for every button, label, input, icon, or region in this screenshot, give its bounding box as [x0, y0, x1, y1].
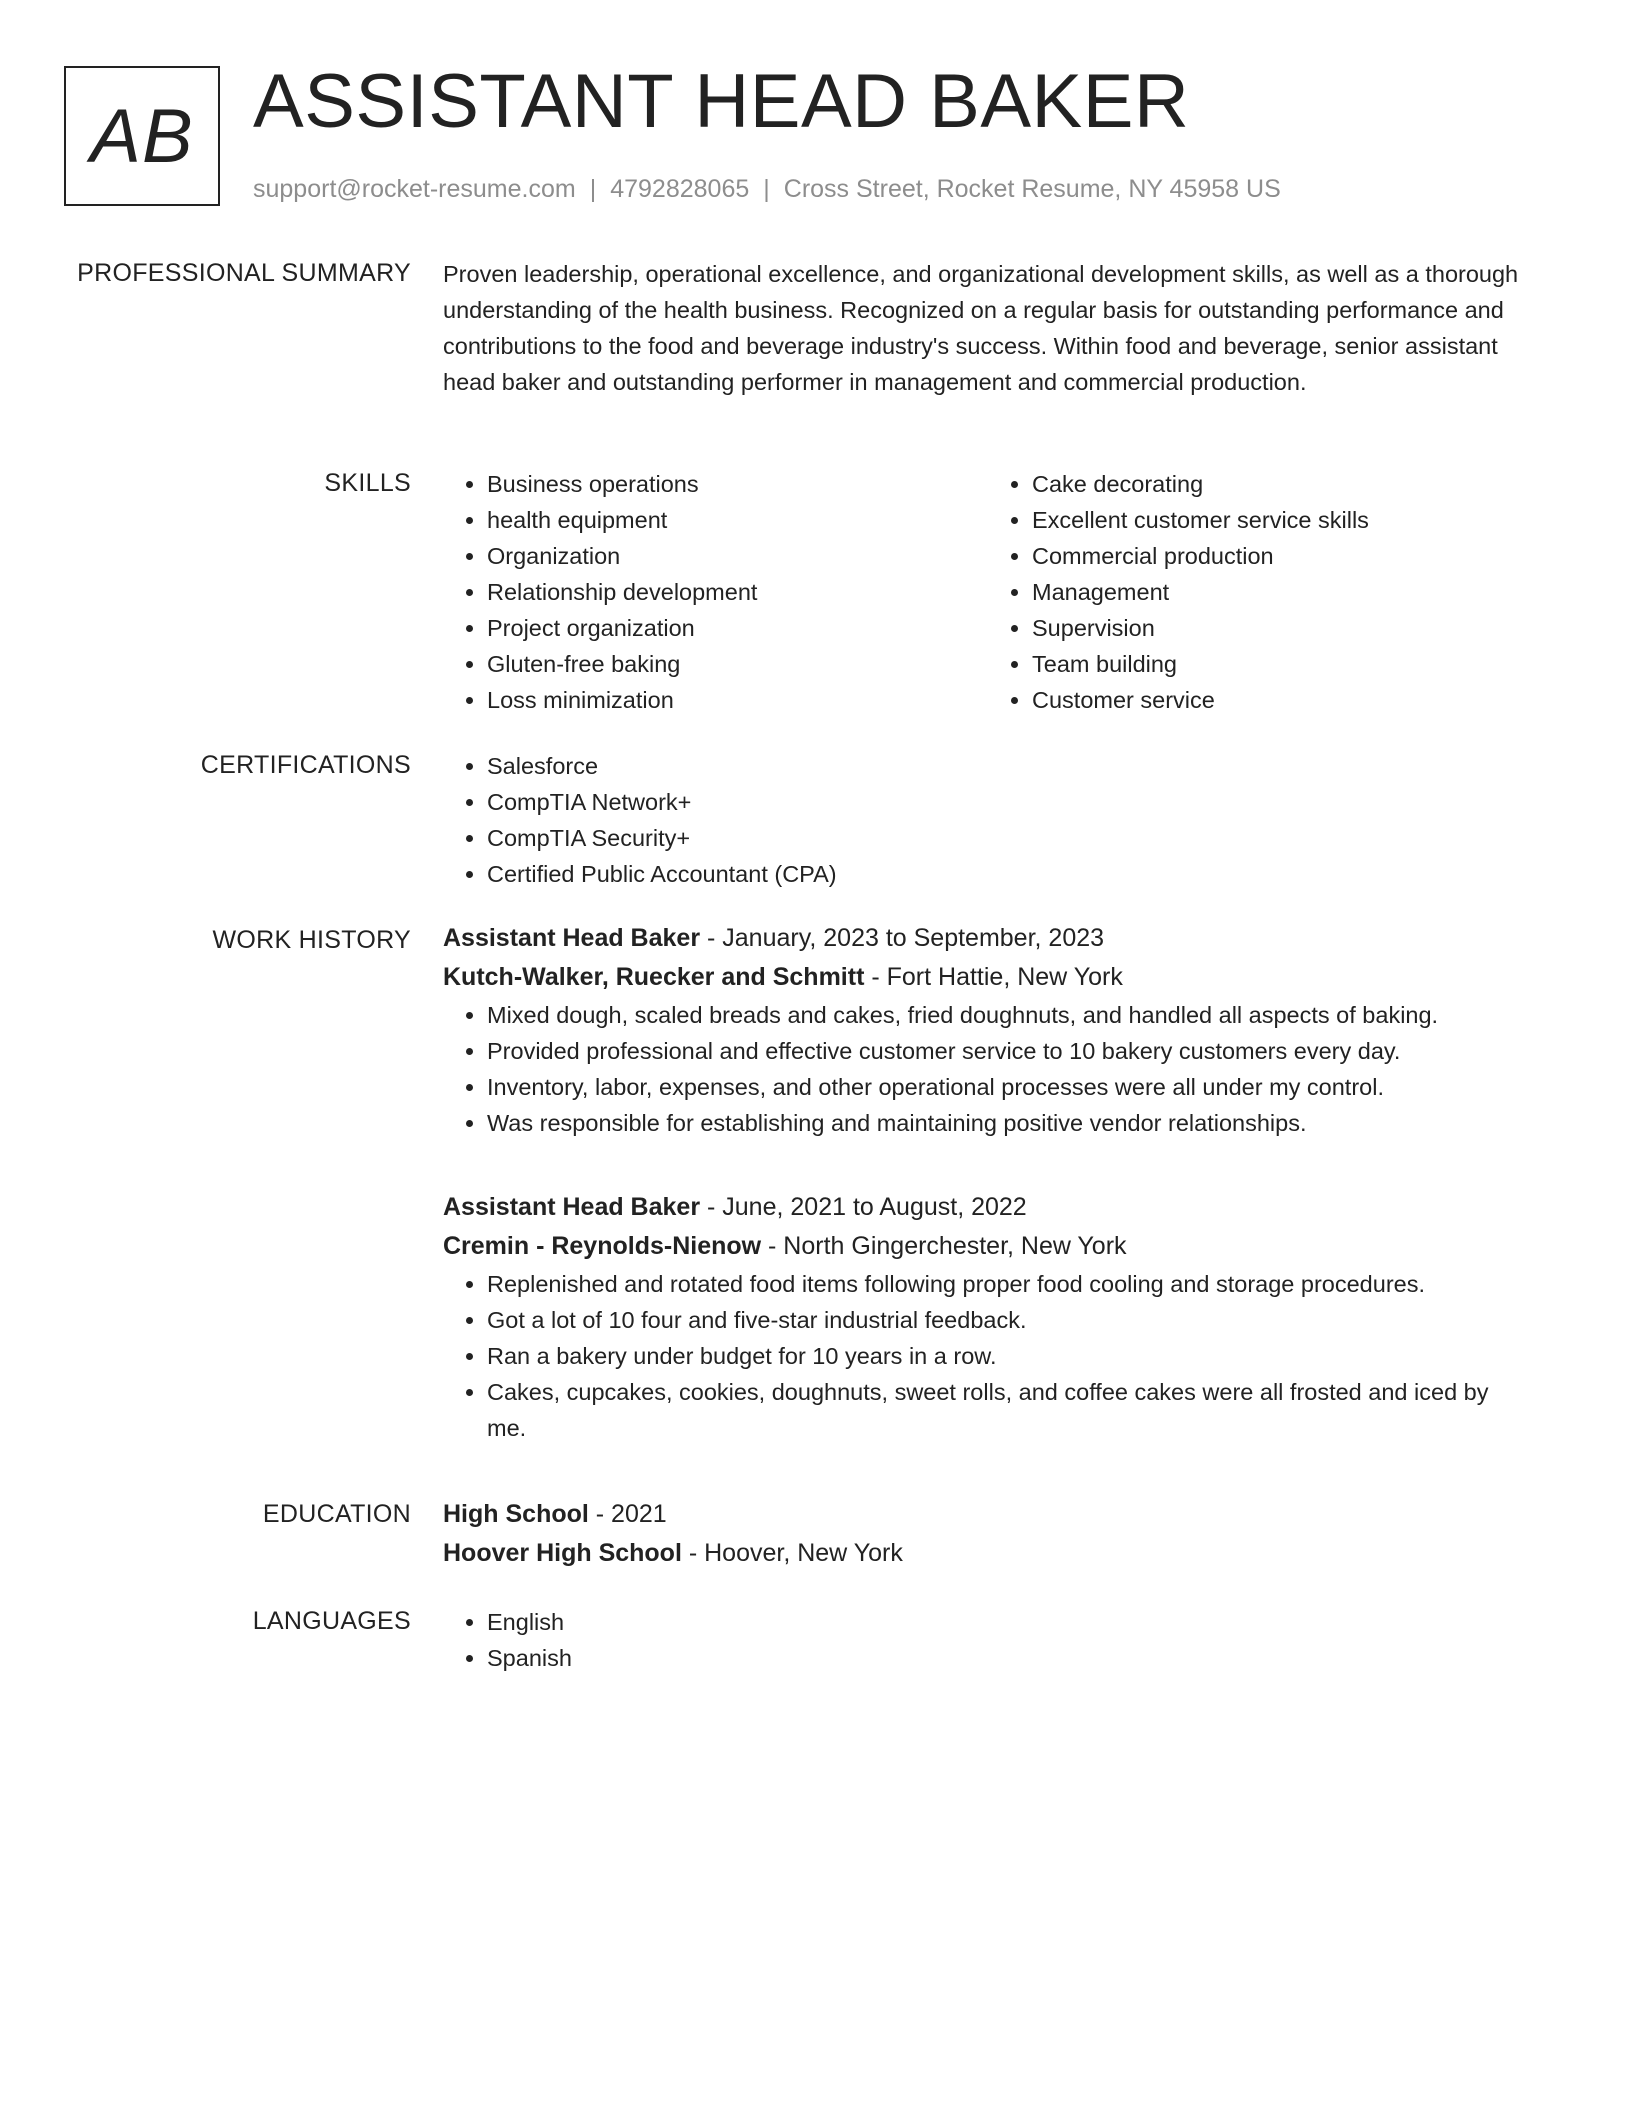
list-item: • Provided professional and effective customer service to 10 bakery customers every day. [487, 1033, 1533, 1069]
section-heading: PROFESSIONAL SUMMARY [77, 259, 411, 287]
list-item: • health equipment [487, 502, 988, 538]
list-item: • Organization [487, 538, 988, 574]
list-item: • Business operations [487, 466, 988, 502]
list-item: • Excellent customer service skills [1032, 502, 1533, 538]
job-title: Assistant Head Baker [443, 1193, 701, 1221]
list-item: • English [487, 1604, 1533, 1640]
education-degree-line [443, 1495, 1533, 1534]
list-item: • Cake decorating [1032, 466, 1533, 502]
list-item: • CompTIA Network+ [487, 784, 1533, 820]
job-title: Assistant Head Baker [443, 924, 701, 952]
list-item: • Got a lot of 10 four and five-star industrial feedback. [487, 1302, 1533, 1338]
job-title-line [443, 919, 1533, 958]
certifications-list [443, 748, 1533, 892]
list-item: • Loss minimization [487, 682, 988, 718]
skills-list-right [988, 466, 1533, 718]
list-item: • Inventory, labor, expenses, and other operational processes were all under my control. [487, 1069, 1533, 1105]
skills-column-right [988, 466, 1533, 718]
job-title-line [443, 1188, 1533, 1227]
monogram-logo [64, 66, 220, 206]
section-body [443, 1495, 1533, 1573]
section-heading: CERTIFICATIONS [200, 751, 411, 779]
section-heading: WORK HISTORY [212, 926, 411, 954]
job-location: - Fort Hattie, New York [864, 963, 1123, 991]
list-item: • Team building [1032, 646, 1533, 682]
section-heading: SKILLS [324, 469, 411, 497]
list-item: • Replenished and rotated food items following proper food cooling and storage procedures. [487, 1266, 1533, 1302]
job-location: - North Gingerchester, New York [761, 1232, 1127, 1260]
list-item: • Gluten-free baking [487, 646, 988, 682]
job-company-line [443, 958, 1533, 997]
list-item: • Management [1032, 574, 1533, 610]
list-item: • Customer service [1032, 682, 1533, 718]
skills-list-left [443, 466, 988, 718]
job-dates: - June, 2021 to August, 2022 [700, 1193, 1027, 1221]
summary-text: Proven leadership, operational excellence, and organizational development skills, as well as a thorough understanding of the health business. Recognized on a regular basis for outstanding performance and contributions to the food and beverage industry's success. Within food and beverage, senior assistant head baker and outstanding performer in management and commercial production. [443, 261, 1519, 395]
initials: AB [90, 93, 194, 179]
contact-email: support@rocket-resume.com [253, 175, 576, 203]
job-entry [443, 919, 1533, 1141]
job-company: Cremin - Reynolds-Nienow [443, 1232, 762, 1260]
list-item: • Certified Public Accountant (CPA) [487, 856, 1533, 892]
education-degree: High School [443, 1500, 589, 1528]
list-item: • Salesforce [487, 748, 1533, 784]
list-item: • Mixed dough, scaled breads and cakes, fried doughnuts, and handled all aspects of baking. [487, 997, 1533, 1033]
job-dates: - January, 2023 to September, 2023 [700, 924, 1105, 952]
section-heading: LANGUAGES [252, 1607, 411, 1635]
page-title: ASSISTANT HEAD BAKER [253, 59, 1190, 144]
job-bullets [443, 997, 1533, 1141]
contact-line [253, 172, 1281, 206]
section-body [443, 256, 1533, 400]
skills-column-left [443, 466, 988, 718]
list-item: • Spanish [487, 1640, 1533, 1676]
education-year: - 2021 [588, 1500, 667, 1528]
skills-columns [443, 466, 1533, 718]
contact-separator: | [763, 175, 770, 203]
job-bullets [443, 1266, 1533, 1446]
job-entry [443, 1188, 1533, 1446]
list-item: • Commercial production [1032, 538, 1533, 574]
education-school-line [443, 1534, 1533, 1573]
list-item: • Was responsible for establishing and maintaining positive vendor relationships. [487, 1105, 1533, 1141]
section-body [443, 748, 1533, 892]
list-item: • Supervision [1032, 610, 1533, 646]
job-company: Kutch-Walker, Ruecker and Schmitt [443, 963, 865, 991]
list-item: • Project organization [487, 610, 988, 646]
section-heading: EDUCATION [262, 1500, 411, 1528]
list-item: • CompTIA Security+ [487, 820, 1533, 856]
job-company-line [443, 1227, 1533, 1266]
languages-list [443, 1604, 1533, 1676]
section-body [443, 1604, 1533, 1676]
education-location: - Hoover, New York [681, 1539, 903, 1567]
list-item: • Relationship development [487, 574, 988, 610]
education-school: Hoover High School [443, 1539, 682, 1567]
contact-separator: | [589, 175, 597, 203]
list-item: • Ran a bakery under budget for 10 years in a row. [487, 1338, 1533, 1374]
contact-address: Cross Street, Rocket Resume, NY 45958 US [783, 175, 1281, 203]
list-item: • Cakes, cupcakes, cookies, doughnuts, sweet rolls, and coffee cakes were all frosted and iced by me. [487, 1374, 1533, 1446]
contact-phone: 4792828065 [610, 175, 750, 203]
